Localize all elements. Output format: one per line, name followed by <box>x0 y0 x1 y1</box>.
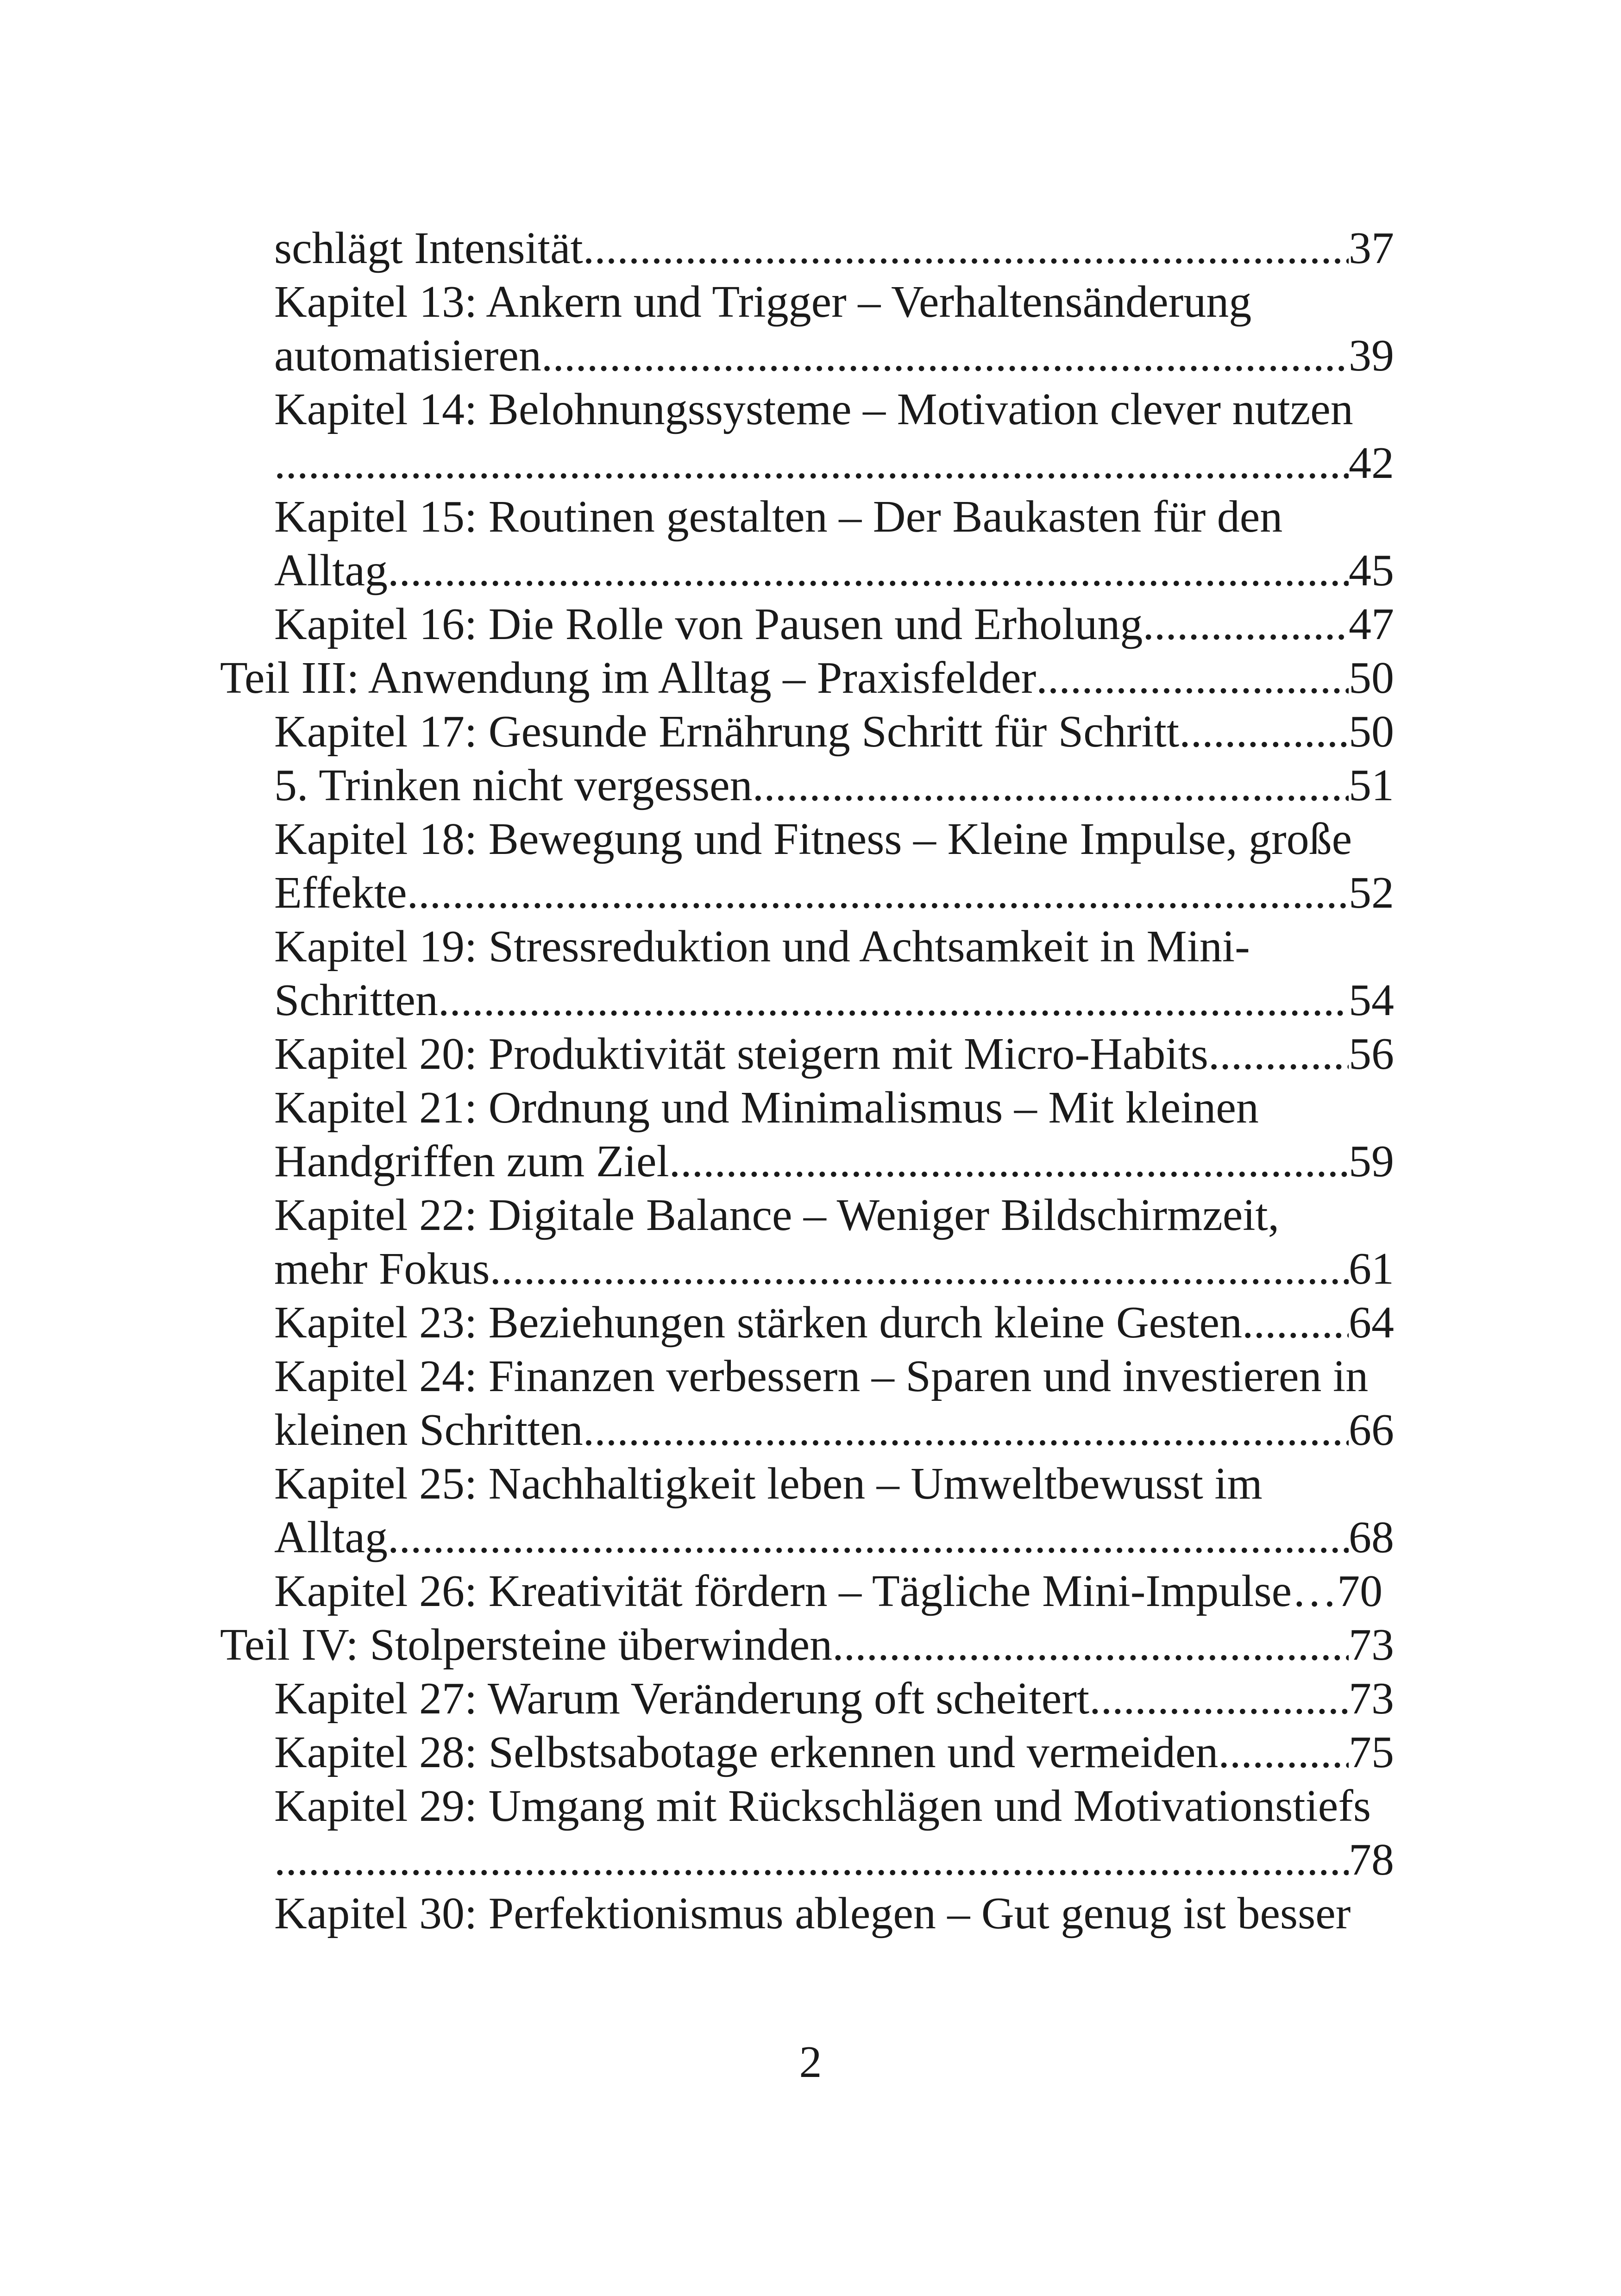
toc-entry-text: Kapitel 25: Nachhaltigkeit leben – Umweltbewusst im <box>274 1459 1263 1509</box>
toc-page-number: 68 <box>1349 1512 1394 1562</box>
leader-dots <box>753 759 1349 812</box>
toc-entry-text: automatisieren <box>274 331 541 381</box>
toc-page-number: 66 <box>1349 1405 1394 1455</box>
toc-line <box>274 1188 1394 1242</box>
toc-line <box>274 383 1394 436</box>
leader-dots <box>1036 651 1349 705</box>
toc-page-number: 52 <box>1349 868 1394 918</box>
toc-line <box>274 1081 1394 1135</box>
toc-line <box>274 973 1394 1027</box>
toc-page-number: 45 <box>1349 546 1394 596</box>
toc-line <box>274 329 1394 383</box>
toc-line <box>274 920 1394 973</box>
leader-dots <box>1218 1725 1349 1779</box>
leader-dots <box>669 1135 1349 1188</box>
toc-page-number: 51 <box>1349 760 1394 810</box>
toc-entry-text: Kapitel 17: Gesunde Ernährung Schritt für Schritt <box>274 707 1180 757</box>
toc-line <box>274 1672 1394 1725</box>
leader-dots <box>274 436 1349 490</box>
toc-entry-text: Schritten <box>274 975 438 1025</box>
leader-dots <box>583 221 1349 275</box>
toc-page-number: 73 <box>1349 1620 1394 1670</box>
toc-entry-text: Teil III: Anwendung im Alltag – Praxisfelder <box>220 653 1037 703</box>
toc-line <box>274 221 1394 275</box>
toc-line <box>274 1135 1394 1188</box>
toc-page-number: 75 <box>1349 1727 1394 1777</box>
toc-page-number: 39 <box>1349 331 1394 381</box>
toc-line <box>274 275 1394 329</box>
toc-line <box>274 1457 1394 1511</box>
toc-entry-text: Teil IV: Stolpersteine überwinden <box>220 1620 833 1670</box>
toc-line <box>274 1833 1394 1887</box>
toc-entry-text: Kapitel 16: Die Rolle von Pausen und Erholung <box>274 599 1143 649</box>
toc-entry-text: Alltag <box>274 1512 388 1562</box>
toc-page-number: 73 <box>1349 1674 1394 1724</box>
toc-line <box>274 1296 1394 1349</box>
toc-entry-text: Kapitel 28: Selbstsabotage erkennen und vermeiden <box>274 1727 1219 1777</box>
page-number: 2 <box>799 2037 822 2087</box>
toc-entry-text: Kapitel 27: Warum Veränderung oft scheitert <box>274 1674 1090 1724</box>
toc-entry-text: schlägt Intensität <box>274 223 583 273</box>
toc-entry-text: mehr Fokus <box>274 1244 490 1294</box>
toc-page-number: 47 <box>1349 599 1394 649</box>
toc-line <box>274 490 1394 544</box>
toc-page-number: 61 <box>1349 1244 1394 1294</box>
toc-line <box>220 1618 1394 1672</box>
leader-dots <box>388 1511 1349 1564</box>
toc-entry-text: Kapitel 18: Bewegung und Fitness – Kleine Impulse, große <box>274 814 1352 864</box>
toc-line <box>220 651 1394 705</box>
toc-line <box>274 812 1394 866</box>
toc-entry-text: Kapitel 23: Beziehungen stärken durch kleine Gesten <box>274 1298 1242 1348</box>
toc-line <box>274 1564 1394 1618</box>
leader-dots <box>438 973 1349 1027</box>
toc-entry-text: kleinen Schritten <box>274 1405 583 1455</box>
leader-dots <box>1242 1296 1349 1349</box>
leader-dots <box>583 1403 1349 1457</box>
toc-page-number: 59 <box>1349 1136 1394 1186</box>
toc-page-number: 78 <box>1349 1835 1394 1885</box>
toc-entry-text: Alltag <box>274 546 388 596</box>
toc-entry-text: Kapitel 14: Belohnungssysteme – Motivation clever nutzen <box>274 384 1353 434</box>
toc-page-number: 54 <box>1349 975 1394 1025</box>
toc-entry-text: Kapitel 30: Perfektionismus ablegen – Gut genug ist besser <box>274 1888 1351 1938</box>
toc-line <box>274 1242 1394 1296</box>
toc-line <box>274 866 1394 920</box>
toc-line <box>274 1349 1394 1403</box>
toc-line <box>274 759 1394 812</box>
leader-dots <box>541 329 1349 383</box>
toc-page-number: 42 <box>1349 438 1394 488</box>
toc-entry-text: Effekte <box>274 868 407 918</box>
leader-dots <box>1143 597 1349 651</box>
toc-line <box>274 1779 1394 1833</box>
toc-page-number: 37 <box>1349 223 1394 273</box>
toc-entry-text: Kapitel 29: Umgang mit Rückschlägen und Motivationstiefs <box>274 1781 1371 1831</box>
toc-entry-text: Kapitel 13: Ankern und Trigger – Verhaltensänderung <box>274 277 1252 327</box>
leader-dots <box>1089 1672 1349 1725</box>
toc-line <box>274 705 1394 759</box>
toc-page-number: 56 <box>1349 1029 1394 1079</box>
toc-entry-text: Kapitel 21: Ordnung und Minimalismus – Mit kleinen <box>274 1083 1259 1133</box>
leader-dots <box>274 1833 1349 1887</box>
toc-line <box>274 1403 1394 1457</box>
leader-dots <box>832 1618 1349 1672</box>
leader-dots <box>1208 1027 1349 1081</box>
toc-line <box>274 544 1394 597</box>
toc-entry-text: Kapitel 24: Finanzen verbessern – Sparen und investieren in <box>274 1351 1369 1401</box>
toc-entry-text: 5. Trinken nicht vergessen <box>274 760 753 810</box>
toc-entry-text: Handgriffen zum Ziel <box>274 1136 669 1186</box>
leader-dots <box>490 1242 1349 1296</box>
leader-dots <box>407 866 1349 920</box>
toc-entry-text: Kapitel 20: Produktivität steigern mit Micro-Habits <box>274 1029 1208 1079</box>
leader-dots <box>1179 705 1349 759</box>
toc-entry-text: Kapitel 15: Routinen gestalten – Der Baukasten für den <box>274 492 1283 542</box>
toc-line <box>274 1027 1394 1081</box>
toc-line <box>274 1725 1394 1779</box>
toc-line <box>274 1511 1394 1564</box>
toc-entry-text: Kapitel 19: Stressreduktion und Achtsamkeit in Mini- <box>274 922 1250 972</box>
toc-page-number: 64 <box>1349 1298 1394 1348</box>
toc-entry-text: Kapitel 26: Kreativität fördern – Tägliche Mini-Impulse… <box>274 1566 1338 1616</box>
toc-page-number: 70 <box>1337 1566 1383 1616</box>
toc-page-number: 50 <box>1349 707 1394 757</box>
toc-line <box>274 1887 1394 1940</box>
toc-line <box>274 436 1394 490</box>
leader-dots <box>388 544 1349 597</box>
toc-line <box>274 597 1394 651</box>
toc-page-number: 50 <box>1349 653 1394 703</box>
toc-entry-text: Kapitel 22: Digitale Balance – Weniger Bildschirmzeit, <box>274 1190 1280 1240</box>
